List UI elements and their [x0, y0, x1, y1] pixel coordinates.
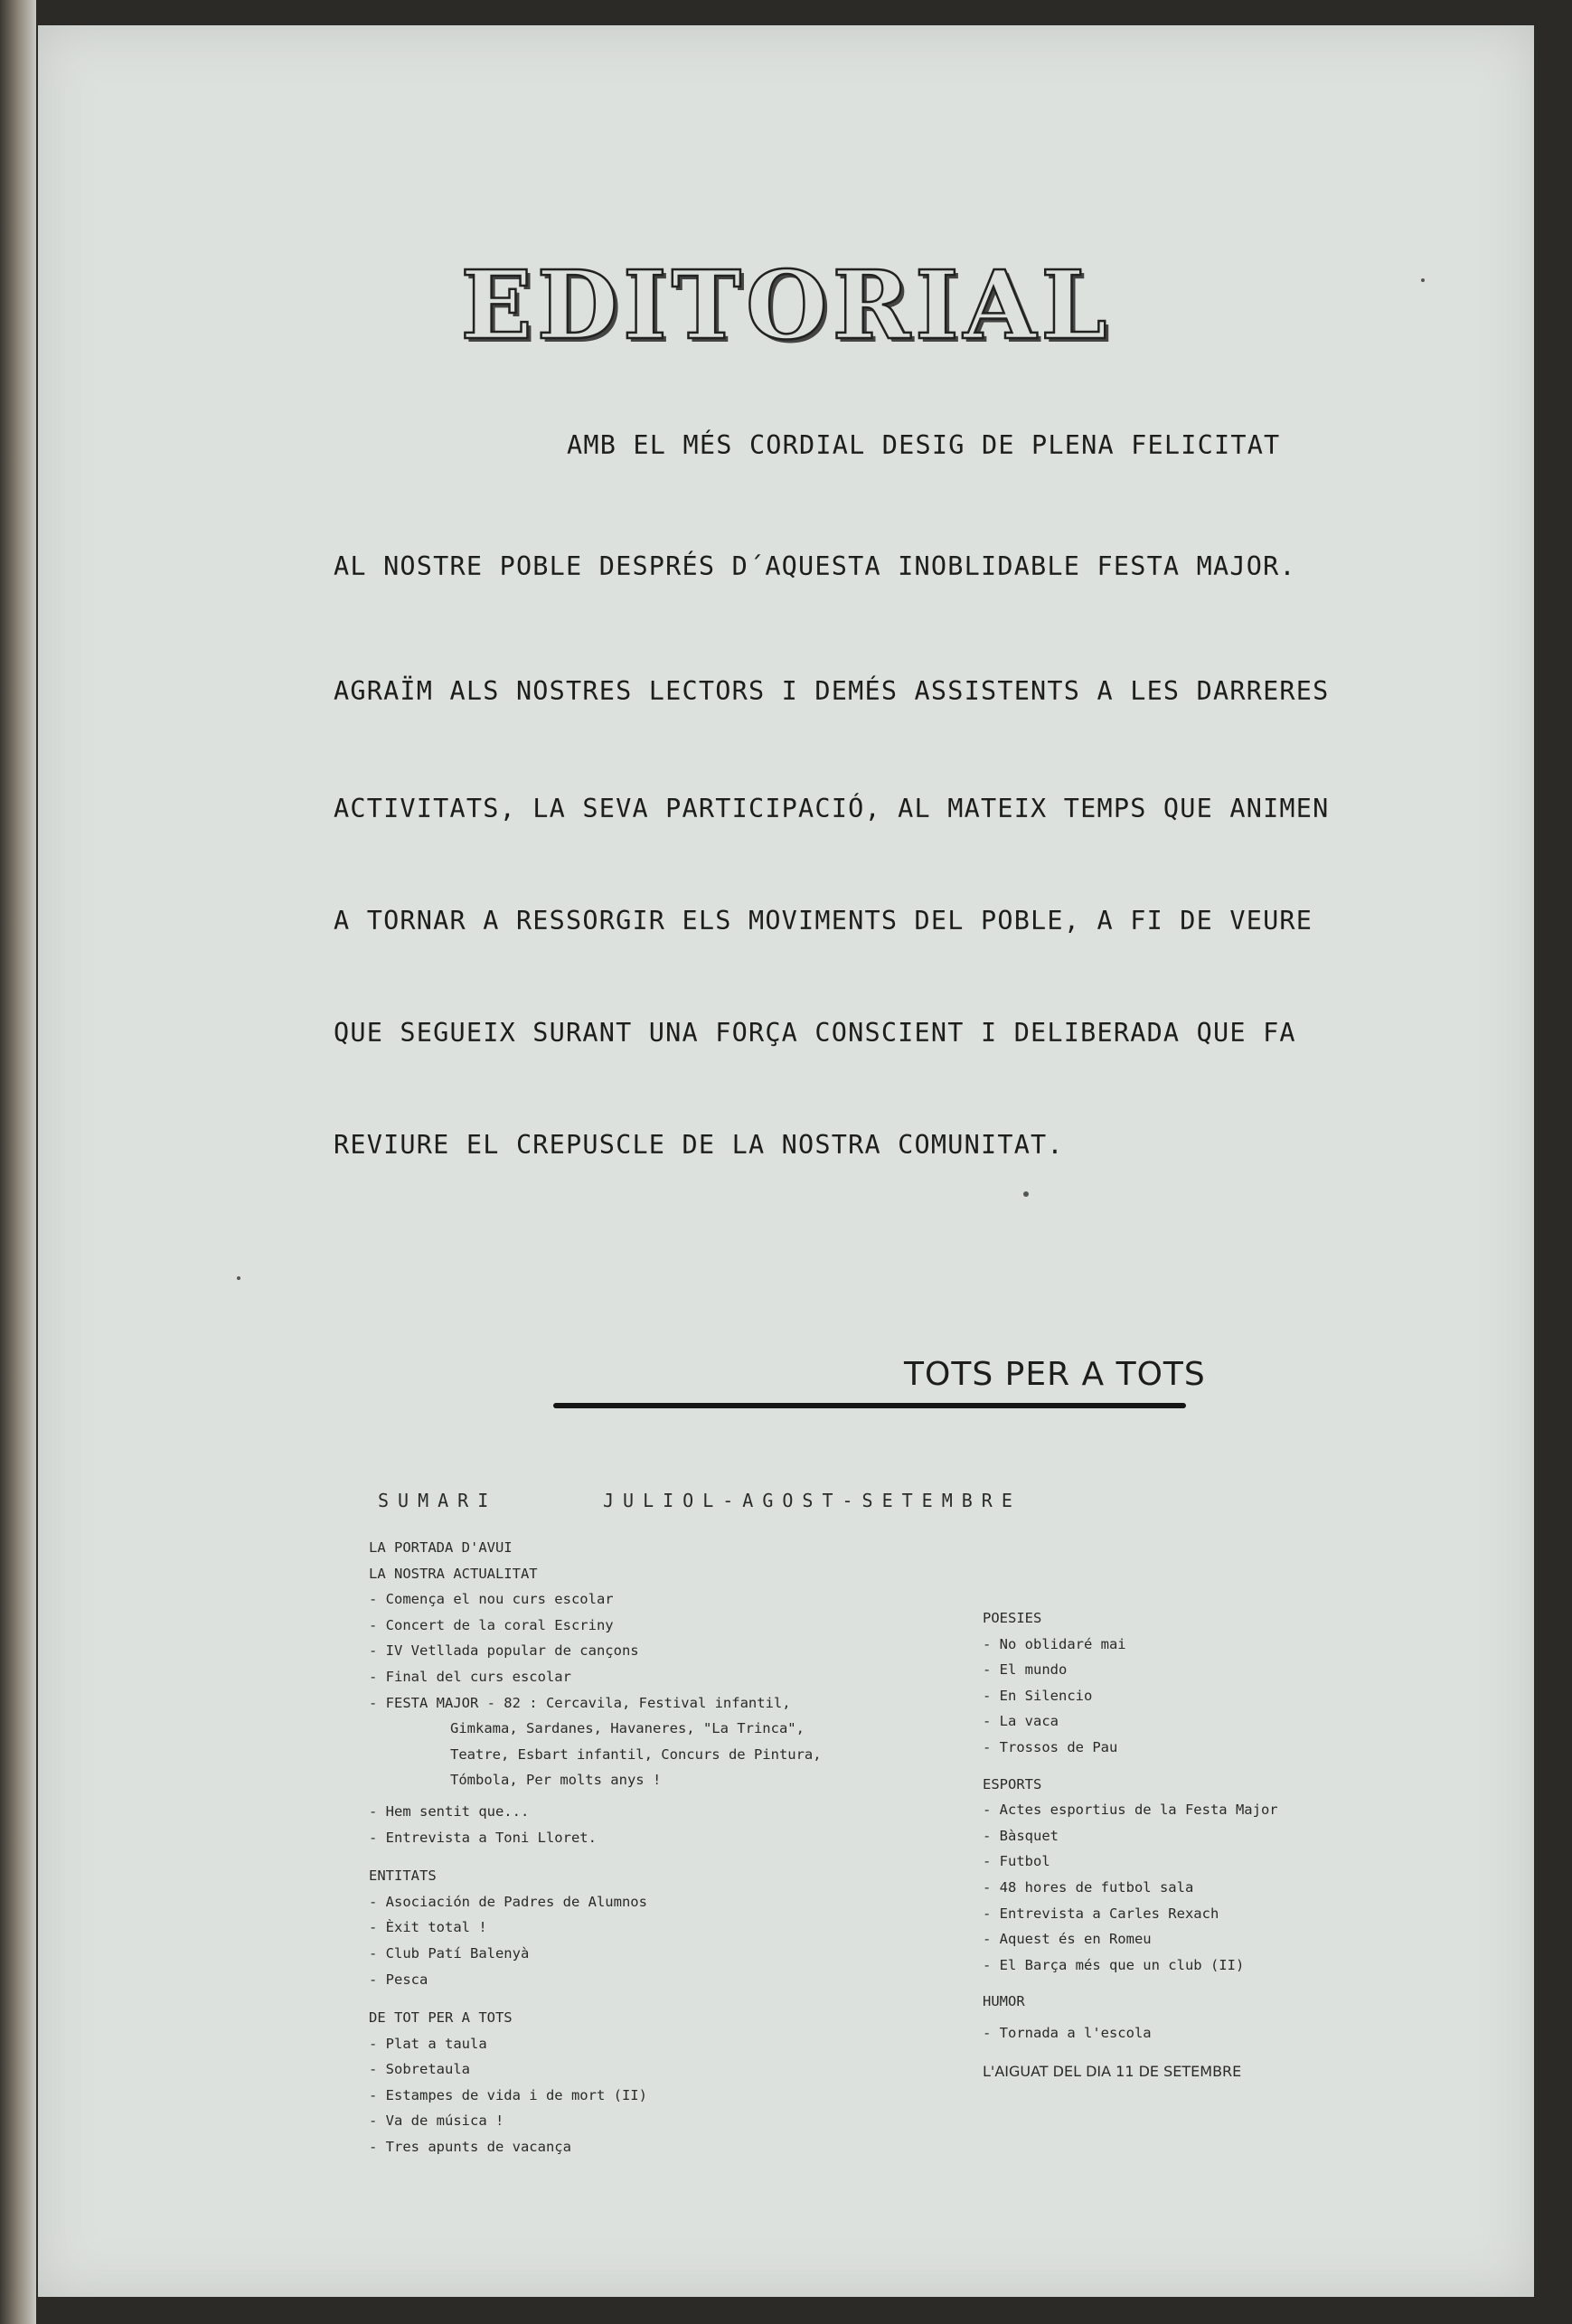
list-item: - Futbol	[983, 1853, 1050, 1870]
list-item: - Trossos de Pau	[983, 1738, 1118, 1755]
portada-section	[369, 1535, 822, 1561]
editorial-line-5: A TORNAR A RESSORGIR ELS MOVIMENTS DEL POBLE, A FI DE VEURE	[334, 906, 1313, 936]
summary-left-column	[369, 1535, 822, 2160]
list-item: - Tornada a l'escola	[983, 2024, 1152, 2041]
binding-edge	[0, 0, 36, 2324]
actualitat-section	[369, 1561, 822, 1851]
list-item: - Asociación de Padres de Alumnos	[369, 1893, 647, 1910]
esports-title: ESPORTS	[983, 1775, 1042, 1792]
detot-title: DE TOT PER A TOTS	[369, 2009, 513, 2027]
summary-period: JULIOL-AGOST-SETEMBRE	[603, 1490, 1021, 1511]
list-item: - Club Patí Balenyà	[369, 1944, 530, 1962]
editorial-line-6: QUE SEGUEIX SURANT UNA FORÇA CONSCIENT I DELIBERADA QUE FA	[334, 1018, 1296, 1048]
poesies-title: POESIES	[983, 1610, 1042, 1626]
humor-title: HUMOR	[983, 1993, 1025, 2010]
portada-title: LA PORTADA D'AVUI	[369, 1539, 513, 1556]
list-item: - Hem sentit que...	[369, 1802, 530, 1820]
list-item: - No oblidaré mai	[983, 1635, 1126, 1652]
poesies-section	[983, 1605, 1278, 1761]
list-item: - El mundo	[983, 1661, 1068, 1679]
editorial-line-4: ACTIVITATS, LA SEVA PARTICIPACIÓ, AL MATEIX TEMPS QUE ANIMEN	[334, 794, 1330, 823]
document-page	[38, 25, 1534, 2297]
list-item-continuation: Tómbola, Per molts anys !	[450, 1772, 662, 1789]
list-item-continuation: Gimkama, Sardanes, Havaneres, "La Trinca",	[450, 1720, 805, 1737]
esports-section	[983, 1772, 1278, 1979]
editorial-line-3: AGRAÏM ALS NOSTRES LECTORS I DEMÉS ASSISTENTS A LES DARRERES	[334, 676, 1330, 706]
list-item-continuation: Teatre, Esbart infantil, Concurs de Pintura,	[450, 1745, 822, 1763]
list-item: - Pesca	[369, 1971, 428, 1988]
list-item: - Va de música !	[369, 2112, 504, 2130]
list-item: - FESTA MAJOR - 82 : Cercavila, Festival infantil,	[369, 1694, 791, 1711]
list-item: - Final del curs escolar	[369, 1668, 571, 1685]
list-item: - En Silencio	[983, 1687, 1093, 1704]
actualitat-title: LA NOSTRA ACTUALITAT	[369, 1565, 538, 1582]
entitats-title: ENTITATS	[369, 1868, 437, 1885]
paper-speck	[1421, 278, 1425, 282]
divider-rule	[553, 1403, 1186, 1408]
list-item: - El Barça més que un club (II)	[983, 1956, 1245, 1973]
list-item: - La vaca	[983, 1713, 1059, 1730]
paper-speck	[1023, 1191, 1029, 1197]
list-item: - Actes esportius de la Festa Major	[983, 1802, 1278, 1819]
aiguat-title: L'AIGUAT DEL DIA 11 DE SETEMBRE	[983, 2062, 1242, 2080]
list-item: - Comença el nou curs escolar	[369, 1591, 614, 1608]
list-item: - Èxit total !	[369, 1919, 487, 1936]
editorial-line-2: AL NOSTRE POBLE DESPRÉS D´AQUESTA INOBLIDABLE FESTA MAJOR.	[334, 551, 1296, 581]
editorial-title: EDITORIAL	[460, 249, 1112, 361]
entitats-section	[369, 1863, 822, 1992]
detot-section	[369, 2005, 822, 2160]
list-item: - Tres apunts de vacança	[369, 2139, 571, 2156]
editorial-signature: TOTS PER A TOTS	[904, 1356, 1206, 1393]
paper-speck	[237, 1276, 240, 1280]
list-item: - Plat a taula	[369, 2035, 487, 2052]
editorial-line-7: REVIURE EL CREPUSCLE DE LA NOSTRA COMUNITAT.	[334, 1130, 1064, 1160]
summary-heading: SUMARI	[378, 1490, 498, 1511]
list-item: - IV Vetllada popular de cançons	[369, 1642, 639, 1660]
list-item: - Aquest és en Romeu	[983, 1931, 1152, 1948]
list-item: - Entrevista a Toni Lloret.	[369, 1829, 597, 1846]
list-item: - Estampes de vida i de mort (II)	[369, 2086, 647, 2103]
list-item: - Entrevista a Carles Rexach	[983, 1905, 1219, 1922]
summary-right-column	[983, 1605, 1278, 2084]
list-item: - Concert de la coral Escriny	[369, 1616, 614, 1633]
list-item: - Bàsquet	[983, 1827, 1059, 1844]
editorial-line-1: AMB EL MÉS CORDIAL DESIG DE PLENA FELICITAT	[567, 430, 1281, 460]
list-item: - Sobretaula	[369, 2061, 470, 2078]
list-item: - 48 hores de futbol sala	[983, 1878, 1194, 1896]
humor-section	[983, 1989, 1278, 2046]
